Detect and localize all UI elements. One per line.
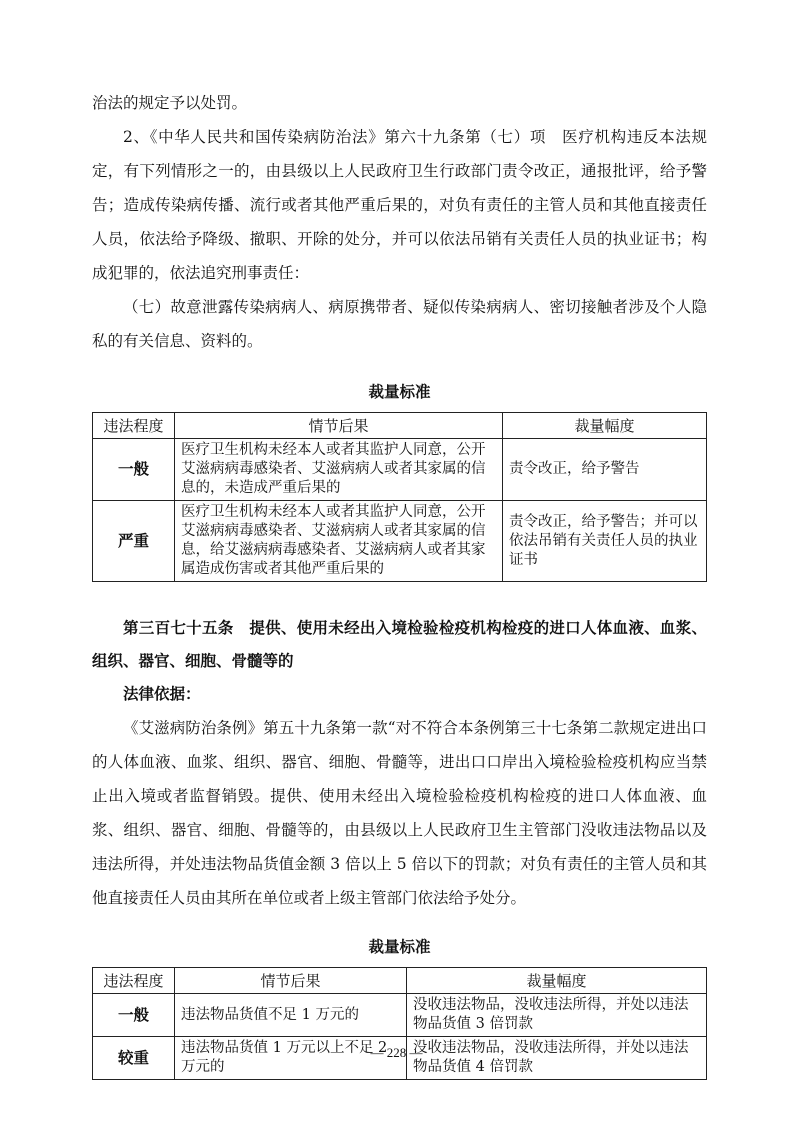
header-level: 违法程度: [93, 413, 175, 439]
intro-fragment: 治法的规定予以处罚。: [92, 94, 248, 112]
row-circumstance: 医疗卫生机构未经本人或者其监护人同意，公开艾滋病病毒感染者、艾滋病病人或者其家属的信息的，未造成严重后果的: [175, 439, 503, 501]
header-level: 违法程度: [93, 968, 175, 994]
article-2-item-7: （七）故意泄露传染病病人、病原携带者、疑似传染病病人、密切接触者涉及个人隐私的有关信息、资料的。: [92, 298, 707, 350]
row-level: 一般: [93, 439, 175, 501]
header-circumstance: 情节后果: [175, 968, 407, 994]
table1-caption: 裁量标准: [368, 383, 431, 401]
row-level: 一般: [93, 994, 175, 1037]
legal-basis-text: 《艾滋病防治条例》第五十九条第一款“对不符合本条例第三十七条第二款规定进出口的人体血液、血浆、组织、器官、细胞、骨髓等，进出口口岸出入境检验检疫机构应当禁止出入境或者监督销毁。提供、使用未经出入境检验检疫机构检疫的进口人体血液、血浆、组织、器官、细胞、骨髓等的，由县级以上人民政府卫生主管部门没收违法物品以及违法所得，并处违法物品货值金额 3 倍以上 5 倍以下的罚款；对负有责任的主管人员和其他直接责任人员由其所在单位或者上级主管部门依法给予处分。: [92, 719, 707, 907]
row-level: 较重: [93, 1037, 175, 1080]
row-circumstance: 违法物品货值 1 万元以上不足 2 万元的: [175, 1037, 407, 1080]
page-number: — 228 —: [370, 1045, 423, 1060]
header-penalty: 裁量幅度: [503, 413, 707, 439]
section-375-title: 第三百七十五条 提供、使用未经出入境检验检疫机构检疫的进口人体血液、血浆、组织、器官、细胞、骨髓等的: [92, 619, 707, 670]
legal-basis-label: 法律依据：: [123, 685, 201, 703]
row-penalty: 责令改正，给予警告: [503, 439, 707, 501]
table1-header-row: [93, 413, 707, 439]
row-penalty: 没收违法物品，没收违法所得，并处以违法物品货值 3 倍罚款: [407, 994, 707, 1037]
row-circumstance: 违法物品货值不足 1 万元的: [175, 994, 407, 1037]
table2-header-row: [93, 968, 707, 994]
table2: [92, 967, 707, 1080]
header-penalty: 裁量幅度: [407, 968, 707, 994]
document-page: [92, 86, 707, 1080]
row-circumstance: 医疗卫生机构未经本人或者其监护人同意，公开艾滋病病毒感染者、艾滋病病人或者其家属的信息，给艾滋病病毒感染者、艾滋病病人或者其家属造成伤害或者其他严重后果的: [175, 501, 503, 582]
table-row: [93, 994, 707, 1037]
table-row: [93, 439, 707, 501]
table1: [92, 412, 707, 582]
table2-caption: 裁量标准: [368, 938, 431, 956]
row-penalty: 责令改正，给予警告；并可以依法吊销有关责任人员的执业证书: [503, 501, 707, 582]
row-penalty: 没收违法物品，没收违法所得，并处以违法物品货值 4 倍罚款: [407, 1037, 707, 1080]
article-2-lead: 2、《中华人民共和国传染病防治法》第六十九条第（七）项 医疗机构违反本法规定，有下列情形之一的，由县级以上人民政府卫生行政部门责令改正，通报批评，给予警告；造成传染病传播、流行或者其他严重后果的，对负有责任的主管人员和其他直接责任人员，依法给予降级、撤职、开除的处分，并可以依法吊销有关责任人员的执业证书；构成犯罪的，依法追究刑事责任：: [92, 128, 707, 282]
row-level: 严重: [93, 501, 175, 582]
header-circumstance: 情节后果: [175, 413, 503, 439]
table-row: [93, 501, 707, 582]
